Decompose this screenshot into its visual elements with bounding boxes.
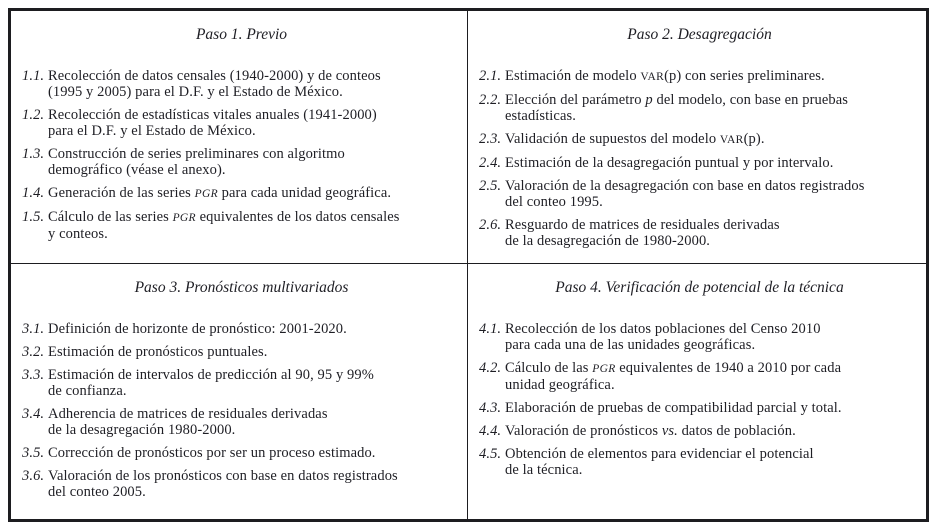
text-segment: Estimación de la desagregación puntual y por intervalo. [505,155,834,171]
item-line [479,155,920,171]
paso-3-header: Paso 3. Pronósticos multivariados [134,279,349,296]
item-line-continued [479,377,920,393]
text-segment: Estimación de intervalos de predicción al 90, 95 y 99% [48,367,374,383]
item-line [479,131,920,148]
item-line [479,217,920,233]
list-item [479,400,920,416]
item-number: 2.2. [479,92,505,108]
item-line-continued [479,108,920,124]
item-number: 4.4. [479,423,505,439]
text-segment: Construcción de series preliminares con algoritmo [48,146,345,162]
cell-paso-4 [468,264,926,519]
text-segment: Valoración de los pronósticos con base en datos registrados [48,468,398,484]
list-item [22,146,461,178]
paso-4-header: Paso 4. Verificación de potencial de la técnica [555,279,844,296]
item-line [22,321,461,337]
item-line [22,146,461,162]
text-segment: para cada una de las unidades geográficas. [505,337,756,353]
paso-2-header: Paso 2. Desagregación [627,26,772,43]
list-item [479,68,920,85]
item-line-continued [22,484,461,500]
item-number: 4.3. [479,400,505,416]
item-line [479,423,920,439]
text-segment: datos de población. [677,423,796,439]
item-number: 1.5. [22,209,48,225]
text-segment: Valoración de pronósticos [505,423,662,439]
list-item [22,185,461,202]
item-number: 3.6. [22,468,48,484]
item-line-continued [22,162,461,178]
paso-3-items [22,321,461,500]
text-segment: (p) con series preliminares. [664,68,825,84]
item-line [22,209,461,226]
list-item [22,209,461,242]
item-line [22,68,461,84]
item-line [479,92,920,108]
item-line [22,468,461,484]
paso-4-items [479,321,920,478]
item-number: 4.5. [479,446,505,462]
item-number: 2.4. [479,155,505,171]
text-segment: Estimación de pronósticos puntuales. [48,344,268,360]
item-line [22,445,461,461]
cell-paso-1 [11,11,468,264]
item-number: 2.3. [479,131,505,147]
text-segment: de confianza. [48,383,127,399]
list-item [22,367,461,399]
text-segment: Valoración de la desagregación con base en datos registrados [505,178,865,194]
item-number: 1.1. [22,68,48,84]
text-segment: de la desagregación de 1980-2000. [505,233,711,249]
text-segment: y conteos. [48,226,108,242]
text-segment: Corrección de pronósticos por ser un proceso estimado. [48,445,376,461]
list-item [479,360,920,393]
text-segment: Definición de horizonte de pronóstico: 2001-2020. [48,321,347,337]
text-segment: p [645,92,653,108]
item-number: 3.4. [22,406,48,422]
text-segment: VAR [719,134,744,146]
text-segment: Estimación de modelo [505,68,641,84]
item-number: 1.4. [22,185,48,201]
text-segment: del modelo, con base en pruebas [652,92,849,108]
paso-1-items [22,68,461,242]
list-item [22,107,461,139]
item-line-continued [22,123,461,139]
text-segment: Elección del parámetro [505,92,646,108]
text-segment: Elaboración de pruebas de compatibilidad parcial y total. [505,400,842,416]
item-line [22,367,461,383]
item-line-continued [22,84,461,100]
text-segment: Recolección de estadísticas vitales anuales (1941-2000) [48,107,377,123]
text-segment: de la desagregación 1980-2000. [48,422,236,438]
list-item [22,406,461,438]
cell-paso-3 [11,264,468,519]
list-item [479,446,920,478]
list-item [479,155,920,171]
text-segment: (1995 y 2005) para el D.F. y el Estado de México. [48,84,343,100]
text-segment: Cálculo de las series [48,209,173,225]
text-segment: PGR [592,363,616,375]
paso-1-header: Paso 1. Previo [195,26,288,43]
item-number: 3.3. [22,367,48,383]
item-number: 2.1. [479,68,505,84]
text-segment: Validación de supuestos del modelo [505,131,720,147]
procedure-steps-table [8,8,929,522]
text-segment: del conteo 2005. [48,484,146,500]
text-segment: PGR [172,212,196,224]
text-segment: para el D.F. y el Estado de México. [48,123,256,139]
list-item [479,131,920,148]
text-segment: estadísticas. [505,108,576,124]
list-item [479,321,920,353]
item-number: 2.5. [479,178,505,194]
item-line [479,446,920,462]
item-line [22,344,461,360]
text-segment: Obtención de elementos para evidenciar el potencial [505,446,814,462]
paso-2-items [479,68,920,249]
item-number: 3.1. [22,321,48,337]
text-segment: de la técnica. [505,462,583,478]
text-segment: Generación de las series [48,185,195,201]
list-item [479,217,920,249]
item-line [479,178,920,194]
text-segment: unidad geográfica. [505,377,615,393]
text-segment: Adherencia de matrices de residuales derivadas [48,406,328,422]
item-line-continued [479,462,920,478]
text-segment: Recolección de los datos poblaciones del Censo 2010 [505,321,821,337]
text-segment: demográfico (véase el anexo). [48,162,226,178]
item-line [479,360,920,377]
text-segment: del conteo 1995. [505,194,603,210]
text-segment: Recolección de datos censales (1940-2000) y de conteos [48,68,381,84]
item-line [22,107,461,123]
item-number: 4.1. [479,321,505,337]
cell-paso-2 [468,11,926,264]
text-segment: Resguardo de matrices de residuales derivadas [505,217,780,233]
item-line [22,406,461,422]
item-line [479,321,920,337]
item-line [22,185,461,202]
item-number: 2.6. [479,217,505,233]
item-line-continued [479,337,920,353]
list-item [479,92,920,124]
list-item [22,344,461,360]
text-segment: (p). [743,131,765,147]
item-line-continued [479,194,920,210]
item-line-continued [22,383,461,399]
list-item [479,423,920,439]
item-line [479,400,920,416]
item-number: 1.2. [22,107,48,123]
list-item [22,468,461,500]
text-segment: Cálculo de las [505,360,593,376]
item-line-continued [479,233,920,249]
list-item [22,321,461,337]
item-number: 4.2. [479,360,505,376]
list-item [479,178,920,210]
text-segment: VAR [640,71,665,83]
text-segment: PGR [194,188,218,200]
item-line [479,68,920,85]
item-number: 1.3. [22,146,48,162]
list-item [22,68,461,100]
text-segment: equivalentes de los datos censales [195,209,400,225]
text-segment: vs. [661,423,678,439]
text-segment: equivalentes de 1940 a 2010 por cada [615,360,842,376]
item-number: 3.2. [22,344,48,360]
item-number: 3.5. [22,445,48,461]
list-item [22,445,461,461]
item-line-continued [22,226,461,242]
text-segment: para cada unidad geográfica. [217,185,392,201]
item-line-continued [22,422,461,438]
